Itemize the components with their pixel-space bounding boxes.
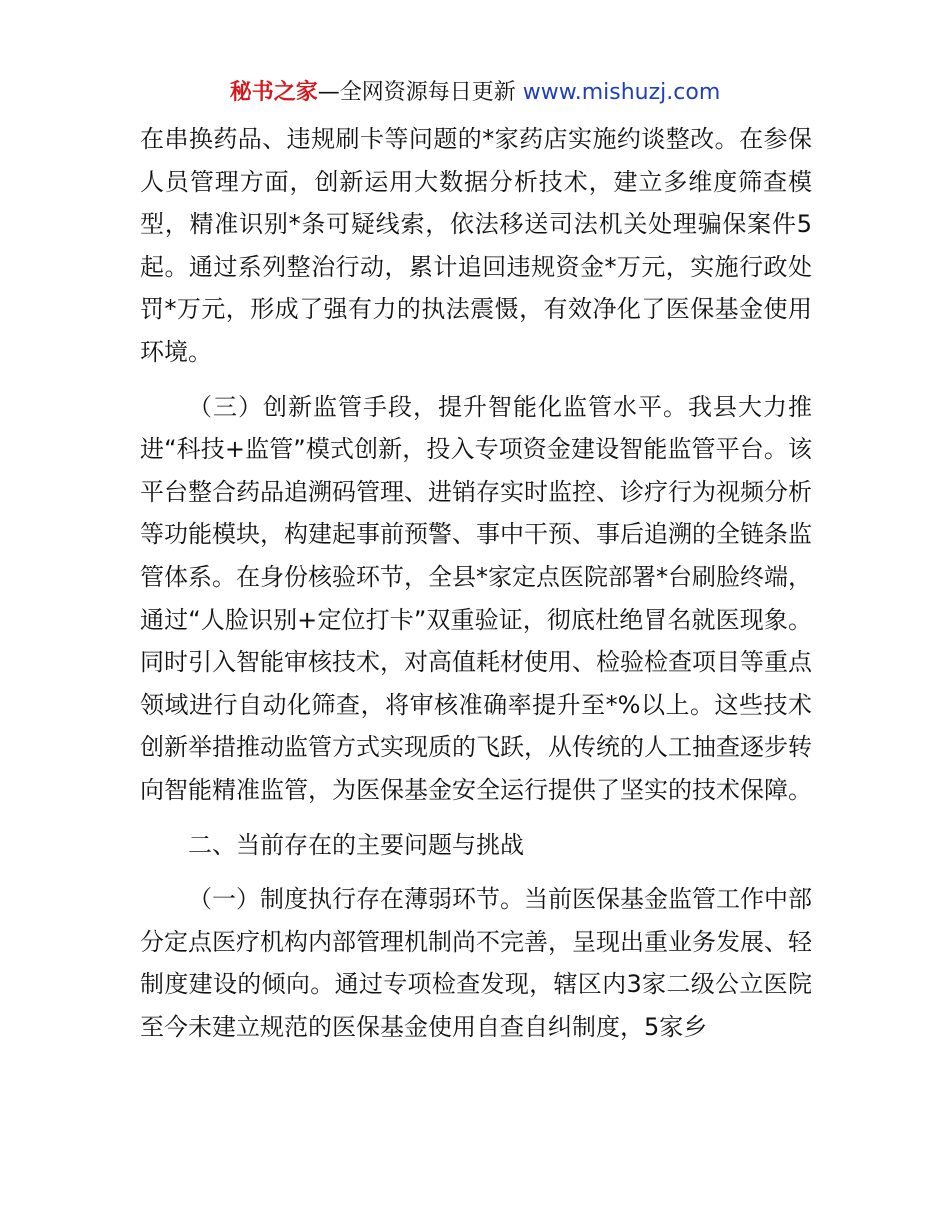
section-heading: 二、当前存在的主要问题与挑战 (188, 830, 524, 859)
body-paragraph-1: 在串换药品、违规刷卡等问题的*家药店实施约谈整改。在参保人员管理方面，创新运用大数据分析技术，建立多维度筛查模型，精准识别*条可疑线索，依法移送司法机关处理骗保案件5起。通过系列整治行动，累计追回违规资金*万元，实施行政处罚*万元，形成了强有力的执法震慑，有效净化了医保基金使用环境。 (140, 125, 812, 366)
page-header (0, 76, 950, 110)
site-url-link[interactable]: www.mishuzj.com (522, 80, 721, 105)
site-tagline: —全网资源每日更新 (317, 80, 523, 105)
site-brand: 秘书之家 (229, 80, 318, 105)
body-paragraph-3: （一）制度执行存在薄弱环节。当前医保基金监管工作中部分定点医疗机构内部管理机制尚不完善，呈现出重业务发展、轻制度建设的倾向。通过专项检查发现，辖区内3家二级公立医院至今未建立规范的医保基金使用自查自纠制度，5家乡 (140, 885, 812, 1041)
body-paragraph-2: （三）创新监管手段，提升智能化监管水平。我县大力推进“科技+监管”模式创新，投入专项资金建设智能监管平台。该平台整合药品追溯码管理、进销存实时监控、诊疗行为视频分析等功能模块，构建起事前预警、事中干预、事后追溯的全链条监管体系。在身份核验环节，全县*家定点医院部署*台刷脸终端，通过“人脸识别+定位打卡”双重验证，彻底杜绝冒名就医现象。同时引入智能审核技术，对高值耗材使用、检验检查项目等重点领域进行自动化筛查，将审核准确率提升至*%以上。这些技术创新举措推动监管方式实现质的飞跃，从传统的人工抽查逐步转向智能精准监管，为医保基金安全运行提供了坚实的技术保障。 (140, 392, 812, 804)
document-body (140, 118, 812, 1048)
